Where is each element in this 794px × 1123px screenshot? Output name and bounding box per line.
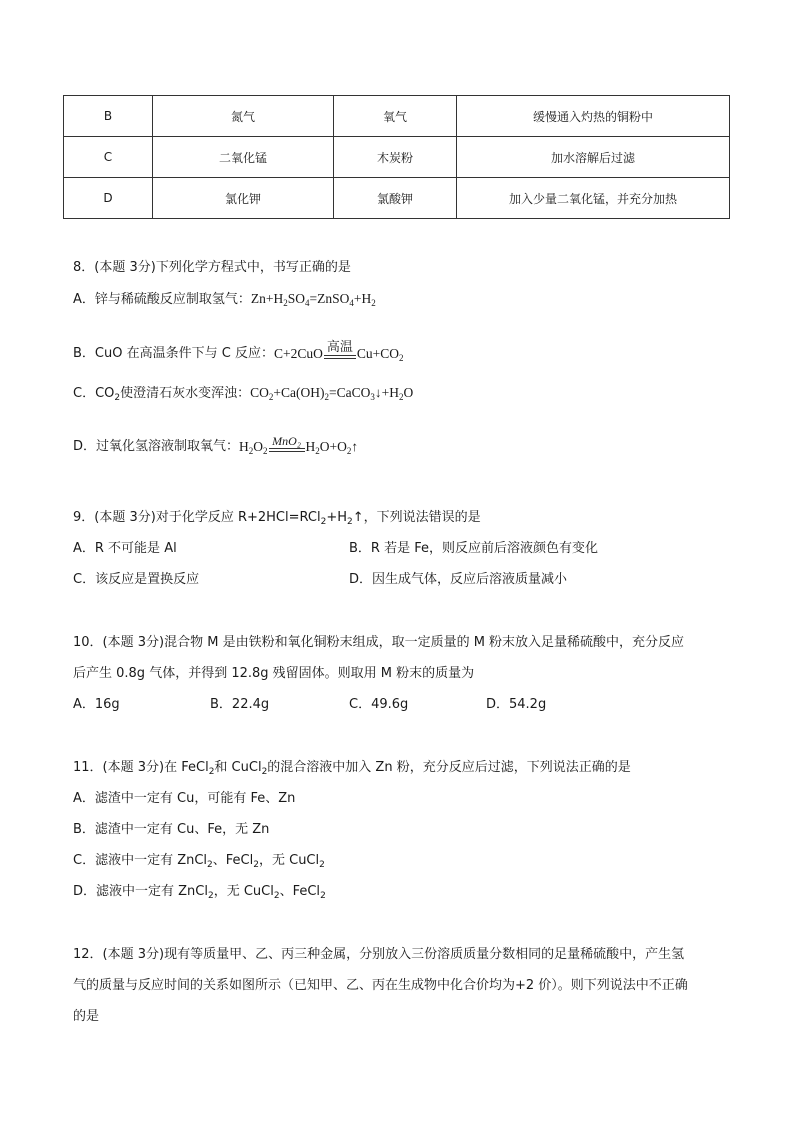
q8-option-b-label: B．CuO 在高温条件下与 C 反应： (73, 346, 274, 361)
equals-sign (269, 448, 305, 452)
q11-stem-tail: 的混合溶液中加入 Zn 粉，充分反应后过滤，下列说法正确的是 (267, 760, 631, 775)
q8-stem: 8．(本题 3分)下列化学方程式中，书写正确的是 (73, 260, 351, 275)
table-cell: 缓慢通入灼热的铜粉中 (457, 96, 730, 137)
q11-option-c: C．滤液中一定有 ZnCl$_2$、FeCl$_2$，无 CuCl$_2$ (73, 853, 325, 870)
q11-stem-mid: 和 CuCl (214, 760, 262, 775)
q10-stem-line2: 后产生 0.8g 气体，并得到 12.8g 残留固体。则取用 M 粉末的质量为 (73, 666, 475, 681)
q10-option-d: D．54.2g (486, 697, 547, 712)
table-cell: 加入少量二氧化锰，并充分加热 (457, 178, 730, 219)
table-cell: 加水溶解后过滤 (457, 137, 730, 178)
condition-text: MnO₂ (272, 434, 301, 448)
q9-stem-tail: ，下列说法错误的是 (363, 510, 481, 525)
table-cell: 氯化钾 (153, 178, 334, 219)
q9-stem: 9．(本题 3分)对于化学反应 $R+2HCl=RCl_2+H_2↑$，下列说法错误的是 (73, 510, 481, 527)
q10-option-c: C．49.6g (349, 697, 409, 712)
q11-stem: 11．(本题 3分)在 FeCl$_2$和 CuCl$_2$的混合溶液中加入 Zn 粉，充分反应后过滤，下列说法正确的是 (73, 760, 631, 777)
table-cell: D (64, 178, 153, 219)
q9-option-b: B．R 若是 Fe，则反应前后溶液颜色有变化 (349, 541, 598, 556)
q8-option-d-label: D．过氧化氢溶液制取氧气： (73, 439, 240, 454)
q8-option-a (73, 289, 376, 310)
table-cell: C (64, 137, 153, 178)
q9-option-c: C．该反应是置换反应 (73, 572, 200, 587)
table-cell: B (64, 96, 153, 137)
q11-option-d-text: D．滤液中一定有 ZnCl (73, 884, 208, 899)
equals-sign (324, 355, 356, 359)
table-cell: 氯酸钾 (334, 178, 457, 219)
q11-option-c-text: C．滤液中一定有 ZnCl (73, 853, 208, 868)
q8-option-b: B．CuO 在高温条件下与 C 反应： C+2CuO 高温 $Cu+CO_2$ (73, 340, 404, 363)
q8-option-c-text: 使澄清石灰水变浑浊： (120, 386, 251, 401)
q11-stem-text: 11．(本题 3分)在 FeCl (73, 760, 209, 775)
q8-option-d: D．过氧化氢溶液制取氧气： $H_2O_2$ MnO₂ $H_2O+O_2↑$ (73, 434, 359, 456)
table-cell: 氮气 (153, 96, 334, 137)
table-row (64, 178, 730, 219)
q10-option-b: B．22.4g (210, 697, 270, 712)
table-cell: 木炭粉 (334, 137, 457, 178)
table-row (64, 96, 730, 137)
q11-option-b: B．滤渣中一定有 Cu、Fe，无 Zn (73, 822, 270, 837)
q9-option-d: D．因生成气体，反应后溶液质量减小 (349, 572, 568, 587)
options-table (63, 95, 730, 219)
table-cell: 二氧化锰 (153, 137, 334, 178)
q12-stem-line3: 的是 (73, 1009, 100, 1024)
q9-option-a: A．R 不可能是 Al (73, 541, 177, 556)
q10-stem-line1: 10．(本题 3分)混合物 M 是由铁粉和氧化铜粉末组成，取一定质量的 M 粉末放入足量稀硫酸中，充分反应 (73, 635, 685, 650)
q11-option-d: D．滤液中一定有 ZnCl$_2$，无 CuCl$_2$、FeCl$_2$ (73, 884, 326, 901)
q8-option-c: C．$CO_2$使澄清石灰水变浑浊：$CO_2+Ca(OH)_2=CaCO_3↓+H_2O$ (73, 385, 414, 403)
condition-text: 高温 (326, 340, 353, 355)
q12-stem-line2: 气的质量与反应时间的关系如图所示（已知甲、乙、丙在生成物中化合价均为+2 价）。则下列说法中不正确 (73, 978, 688, 993)
table-row (64, 137, 730, 178)
q12-stem-line1: 12．(本题 3分)现有等质量甲、乙、丙三种金属，分别放入三份溶质质量分数相同的足量稀硫酸中，产生氢 (73, 947, 685, 962)
q9-stem-text: 9．(本题 3分)对于化学反应 R+2HCl=RCl (73, 510, 321, 525)
q10-option-a: A．16g (73, 697, 120, 712)
table-cell: 氧气 (334, 96, 457, 137)
q8-option-a-label: A．锌与稀硫酸反应制取氢气： (73, 292, 251, 307)
reaction-condition (324, 341, 356, 364)
reaction-condition (269, 434, 305, 457)
q8-option-c-label: C．CO (73, 386, 115, 401)
q8-option-a-equation: $Zn+H_2SO_4=ZnSO_4+H_2$ (250, 291, 376, 308)
q11-option-a: A．滤渣中一定有 Cu，可能有 Fe、Zn (73, 791, 296, 806)
